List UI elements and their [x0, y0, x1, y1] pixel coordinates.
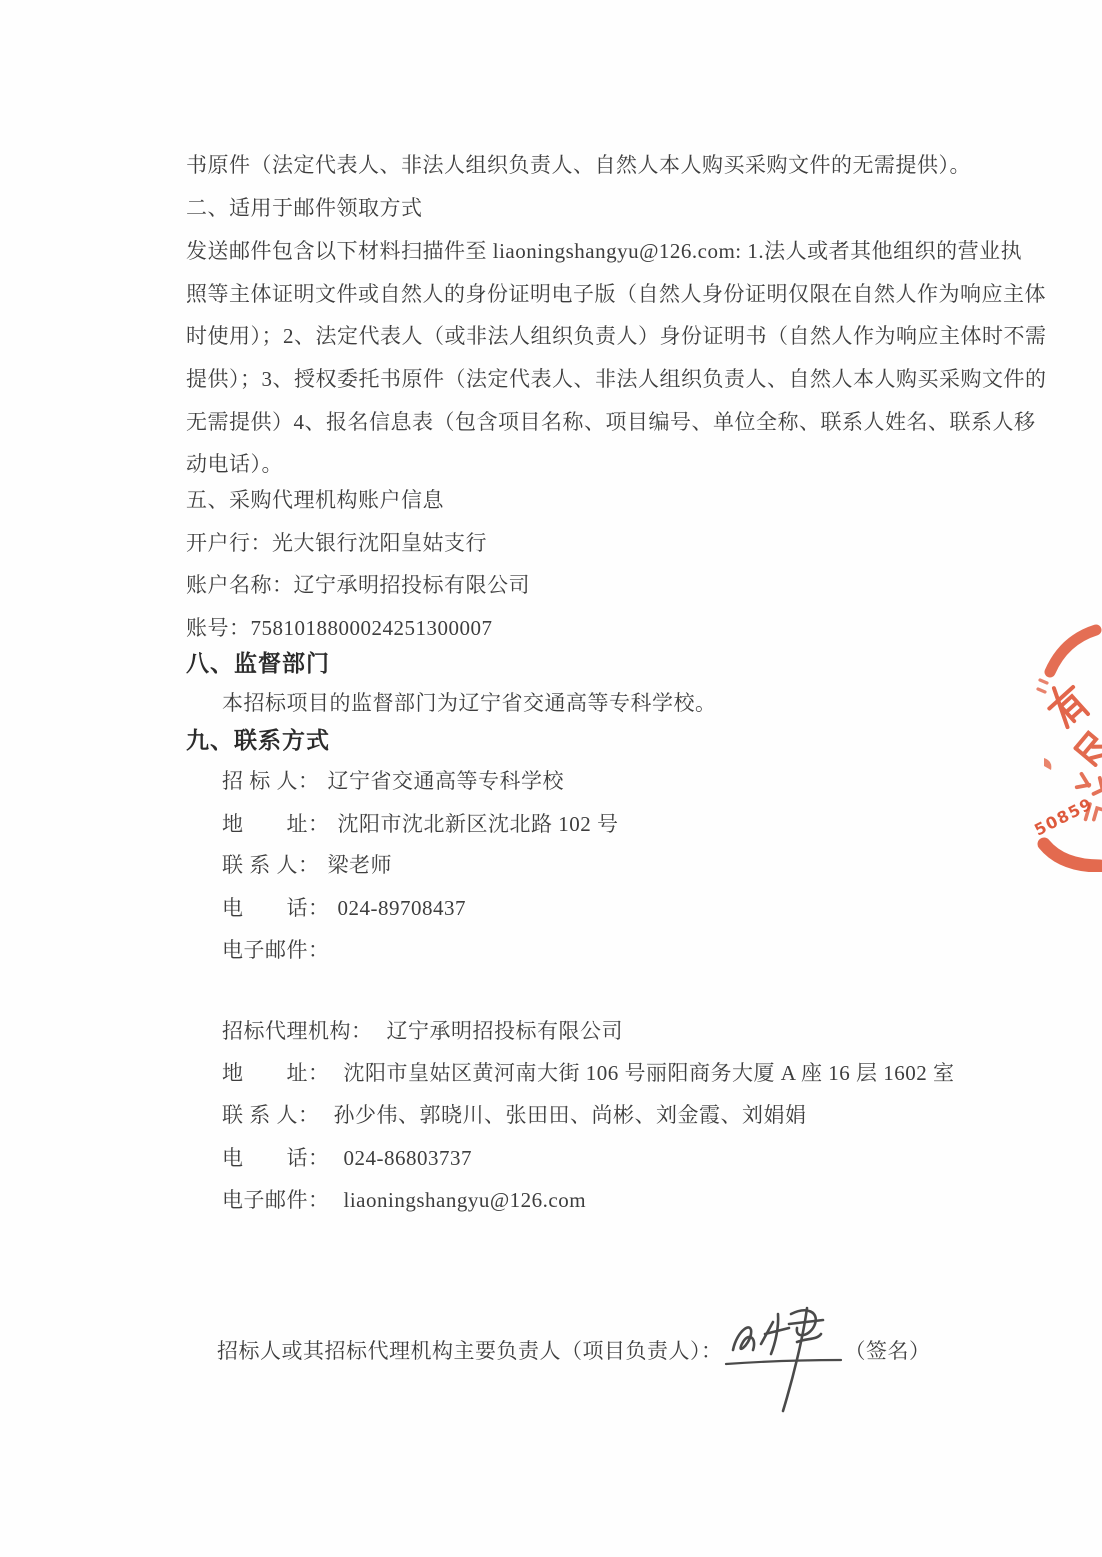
contact-row-person — [222, 851, 392, 879]
contact-value: 沈阳市沈北新区沈北路 102 号 — [337, 812, 619, 836]
seal-number: 50859 — [1031, 793, 1097, 840]
contact-label: 招标代理机构： — [222, 1019, 373, 1043]
contact-value: 梁老师 — [327, 853, 392, 877]
contact-label: 联 系 人： — [222, 853, 320, 877]
company-seal-stamp — [1024, 620, 1102, 872]
signature-line — [217, 1336, 931, 1366]
para-line: 照等主体证明文件或自然人的身份证明电子版（自然人身份证明仅限在自然人作为响应主体 — [186, 282, 1046, 306]
contact-value: 辽宁承明招投标有限公司 — [386, 1019, 623, 1043]
contact-value: 孙少伟、郭晓川、张田田、尚彬、刘金霞、刘娟娟 — [333, 1103, 807, 1127]
bank-name-line: 开户行：光大银行沈阳皇姑支行 — [186, 531, 487, 555]
handwritten-signature — [723, 1336, 845, 1366]
account-name-line: 账户名称：辽宁承明招投标有限公司 — [186, 573, 530, 597]
para-line: 书原件（法定代表人、非法人组织负责人、自然人本人购买采购文件的无需提供）。 — [186, 153, 971, 177]
agency-row-persons — [222, 1101, 807, 1129]
contact-label: 电子邮件： — [222, 938, 330, 962]
seal-graphic — [1024, 620, 1102, 872]
account-number-line: 账号：7581018800024251300007 — [186, 616, 493, 640]
agency-row-email — [222, 1186, 586, 1214]
contact-label: 电 话： — [222, 1146, 330, 1170]
signature-scribble — [723, 1298, 845, 1418]
para-line-account-heading: 五、采购代理机构账户信息 — [186, 488, 444, 512]
agency-row-address — [222, 1059, 955, 1087]
agency-row-phone — [222, 1144, 472, 1172]
contact-label: 电 话： — [222, 896, 330, 920]
contact-label: 招 标 人： — [222, 769, 320, 793]
section-heading-supervision: 八、监督部门 — [186, 650, 330, 676]
contact-label: 电子邮件： — [222, 1188, 330, 1212]
contact-label: 地 址： — [222, 812, 330, 836]
para-line: 无需提供）4、报名信息表（包含项目名称、项目编号、单位全称、联系人姓名、联系人移 — [186, 410, 1036, 434]
contact-value: 024-86803737 — [343, 1146, 472, 1170]
contact-row-tenderer — [222, 767, 564, 795]
para-line: 二、适用于邮件领取方式 — [186, 196, 423, 220]
para-line: 时使用）；2、法定代表人（或非法人组织负责人）身份证明书（自然人作为响应主体时不需 — [186, 324, 1047, 348]
supervision-body: 本招标项目的监督部门为辽宁省交通高等专科学校。 — [222, 691, 717, 715]
contact-value: 024-89708437 — [337, 896, 466, 920]
agency-row-name — [222, 1017, 623, 1045]
signature-suffix: （签名） — [844, 1339, 931, 1363]
contact-label: 联 系 人： — [222, 1103, 320, 1127]
section-heading-contact: 九、联系方式 — [186, 727, 330, 753]
para-line: 动电话）。 — [186, 452, 283, 476]
para-line: 发送邮件包含以下材料扫描件至 liaoningshangyu@126.com: 1.法人或者其他组织的营业执 — [186, 239, 1023, 263]
contact-value: 辽宁省交通高等专科学校 — [327, 769, 564, 793]
contact-value: 沈阳市皇姑区黄河南大街 106 号丽阳商务大厦 A 座 16 层 1602 室 — [343, 1061, 955, 1085]
signature-prefix: 招标人或其招标代理机构主要负责人（项目负责人）： — [217, 1339, 723, 1363]
contact-value: liaoningshangyu@126.com — [343, 1188, 587, 1212]
contact-row-email — [222, 936, 338, 964]
contact-row-phone — [222, 894, 466, 922]
contact-label: 地 址： — [222, 1061, 330, 1085]
contact-row-address — [222, 810, 619, 838]
para-line: 提供）；3、授权委托书原件（法定代表人、非法人组织负责人、自然人本人购买采购文件的 — [186, 367, 1047, 391]
